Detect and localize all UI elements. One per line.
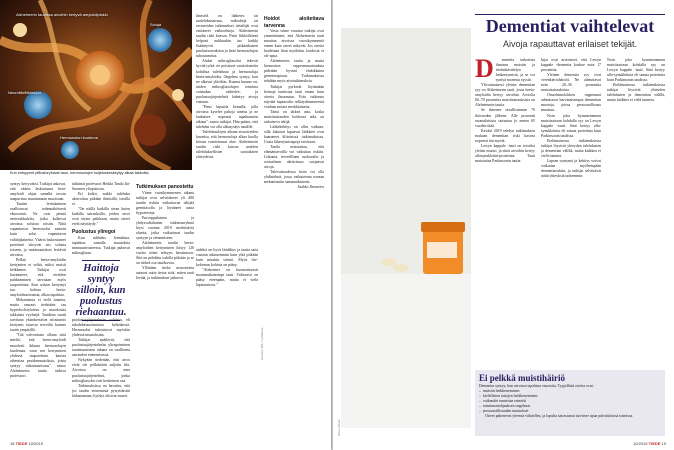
- drop-cap: D: [475, 58, 494, 83]
- left-column-3-bottom: [196, 248, 258, 438]
- issue-number: 10/2019: [633, 441, 648, 446]
- hero-label: Neurofibrillikimppu: [8, 90, 41, 95]
- hero-caption: Kun entsyymit yliflosforyloivat taun, hermosolujen kuljetuskeskeytyy alkaa takkuilla.: [10, 171, 150, 175]
- paragraph: Lapsen syntymä ja kehitys voivat vaikuttaa myöhempään dementiariskiin, ja tutkijat selvittävät näitä yhteyksiä tarkemmin.: [541, 158, 601, 179]
- paragraph: Noin joka kymmenennen muistisairaan kohdalla syy on Lewyn kappale -tauti. Sinä kertyy alfa-synukleiinia eli samaa proteiinia kuin Parkinsonin taudissa.: [541, 113, 601, 138]
- hero-illustration: [0, 0, 192, 170]
- paragraph: Etelämaisessa tutkimuksessa tutkijat löysivät yhteyden tulehdusten ja dementian välillä, mutta kaikkea ei vielä tunneta.: [607, 83, 665, 103]
- paragraph: Nykyään tiedetään, että aivot eivät ole pelkästään suljettu tila. Aivoissa on oma puolustusjärjestelmä, jonka mikrogliasolut ovat keskeinen osa.: [72, 358, 130, 383]
- pull-quote-rule: [82, 260, 120, 261]
- hero-label: Soluja: [150, 22, 162, 27]
- pull-quote-text: Haittoja syntyy silloin, kun puolustus riehaantuu.: [75, 263, 127, 318]
- paragraph: Yleinen dementia syy ovat verenkiertohäiriöt. Ne aiheuttavat noin 20–30 prosenttia muistisairauksista.: [541, 73, 601, 93]
- photo-credit: Kuva: iStock: [337, 419, 341, 436]
- paragraph: Oireet pahenevat yleensä vähitellen, ja lopulta sairastunut tarvitsee apua päivittäisissä toimissa.: [485, 414, 634, 419]
- paragraph: "On näillä kaikilla aivan kuten kaikilla sairauksilla, joiden aivot ovat täysin paikkaan, mutta oireet eivät näyttäydy.": [72, 207, 130, 227]
- paragraph: Kun tulehdus leimahtaa, tapahtuu samalla muutoksia immuunivasteessa. Tutkijat puhuvat mikrogliaan.: [72, 235, 130, 256]
- paragraph: Alzheimerin tautia ja muita hermoston rappeumasairauksia pidetään hyvinä ehdokkaina geeniterapiaan. Tutkimuksissa tehdään myös aivotutkimuksia.: [264, 59, 324, 84]
- section-heading: Hoidot aloitettava tarvenna: [264, 16, 324, 29]
- paragraph: Lääkekehitys on ollut vaikeaa, sillä lukuisat lupaavat lääkkeet ovat kaatuneet kliinisissä tutkimuksissa. Uusia lähestymistapoja tarvitaan.: [264, 124, 324, 145]
- left-column-2-top: [72, 182, 130, 257]
- neuron-illustration: [0, 0, 192, 170]
- hero-label: Alzheimerin taudissa aivoihin kertyvä amyloidiplakki: [16, 12, 108, 17]
- right-column-1: [475, 58, 535, 366]
- magazine-name: TIEDE: [648, 441, 661, 446]
- paragraph: Tutkijat epäilevät, että puolustusjärjestelmän yliregoiminen tautimuutosten aikana on osallisena sairauden etenemisessä.: [72, 338, 130, 358]
- paragraph: Yllättäen tiedot neuroneista antavat uutta tietoa siitä, miten tauti leviää, ja tutkimukset jatkuvat.: [136, 266, 194, 281]
- magazine-name: TIEDE: [15, 441, 28, 446]
- left-column-3-top: [196, 14, 258, 247]
- left-column-3: [136, 182, 194, 437]
- paragraph: aideksi on hyvä läädähys ja tautia saisi vastaan aikaisemmin kuin yhtä pitkään kuin muukin väestö. Myös liiv-kokemus kohista on pääsy.: [196, 248, 258, 268]
- paragraph: ementia tarkoittaa ihmisen muistin ja tiedonkäsittelyn heikentymistä, ja se voi syntyä monesta syystä.: [495, 58, 535, 83]
- paragraph: puolustusjärjestelmän soluissa, eli tukahdutustoimintaa kehittäessä. Hermosolut tuhoutuvat myöskin yhdessä muutoksina.: [72, 318, 130, 338]
- decorative-photo-area: [341, 28, 471, 428]
- paragraph: Eri keikit, mikki tulehdus aktivoituu pitkään ihmisillä, toisilla ei.: [72, 192, 130, 207]
- right-folio: [633, 441, 666, 446]
- paragraph: Noin joka kymmenennen muistisairaan kohdalla syy on Lewyn kappale -tauti. Sinä kertyy alfa-synukleiinia eli samaa proteiinia kuin Parkinsonin taudissa.: [607, 58, 665, 83]
- left-column-4: [264, 14, 324, 436]
- paragraph: Aluksi mikrogliasolut tekevät hyvää työtä: ne poistavat vaurioituneita kohdista tulehdusta ja hermosoluja beeta-amyloidia. Ongelma syntyy, kun ne alkavat ylitöihin. Kuuma kuume on, niiden mikrogliasolujen toiminta voimakas vaihtelee, ja puolustusjärjestelmä kääntyy aivoja vastaan.: [196, 59, 258, 104]
- paragraph: Eurooppalainen ja yhdysvaltalainen tutkimusryhmä löysi vuonna 2019 merkittäviä alueita, jotka vaikuttavat taudin syntyyn ja etenemiseen.: [136, 215, 194, 240]
- left-column-2-bottom: [72, 318, 130, 438]
- info-box-body: [479, 384, 661, 419]
- paragraph: Otsaohimolohkon rappeumat aiheuttavat harvinaisempia dementian muotoja, joissa persoonallisuus muuttuu.: [541, 93, 601, 113]
- section-heading: Tutkimuksen panostettu: [136, 184, 194, 190]
- paragraph: Alzheimerin taudin beeta-amyloidien kertyminen liittyy 120 vuotta sitten tehtyyn havaintoon. Sitä on pohdittu todella pitkään ja se on tärkeä osa tautikuvaa.: [136, 240, 194, 266]
- symptom-list: [479, 389, 661, 414]
- paragraph: Mekanismia ei vielä tunneta, mutta seuraus tiedetään: tau hyperfosforyloituu ja muodostaa takkuisia vyyhtejä. Tauditon vaatii tarvitaan yksinkertaiset sitoutumis kertymis toisesta terveiltä kunnes tautin ympärillä.: [10, 298, 66, 333]
- info-box: [475, 370, 665, 436]
- paragraph: Tulevaisuudessa hoito voi olla yhdistelmä, jossa vaikutetaan useaan mekanismiin samanaikaisesti.: [264, 170, 324, 185]
- list-item: – kielellisten taitojen heikkeneminen: [479, 394, 661, 399]
- paragraph: syntyy kertyvaksi. Tutkijat uskovat, että väärin laskostunut beta-amyloidi ohjaa samalla tavoin naapurinsa muuttamaan muotoaan.: [10, 182, 66, 202]
- paragraph: Ylivoimaisesti yleisin dementian syy on Alzheimerin tauti, jossa beeta-amyloidia kertyy aivoihin. Arviolta 60–70 prosenttia muistisairauksista on Alzheimerin tautia.: [475, 83, 535, 108]
- paragraph: Dementia syntyy, kun aivoissa tapahtuu vaurioita. Tyypillisiä oireita ovat:: [479, 384, 594, 388]
- right-column-2: [541, 58, 601, 366]
- paragraph: kijat ovat arvioineet, että Lewyn kappale -dementia koskee noin 17 prosenttia.: [541, 58, 601, 73]
- left-page: [0, 0, 331, 450]
- section-heading: Puolustus yliregoi: [72, 229, 116, 236]
- paragraph: Se ilmenee tavallisimmin 70 ikävuoden jälkeen. Alle prosentti suomalaisista sairastuu jo ennen 65 vuoden ikää.: [475, 108, 535, 128]
- info-box-title: Ei pelkkä muistihäiriö: [479, 373, 566, 383]
- sidebar-subtitle: Aivoja rapauttavat erilaiset tekijät.: [502, 39, 638, 49]
- right-page: [333, 0, 674, 450]
- paragraph: Etelämaisessa tutkimuksessa tutkijat löysivät yhteyden tulehdusten ja dementian välillä, mutta kaikkea ei vielä tunneta.: [541, 138, 601, 158]
- author-signature: Jaakko Ilmaviira: [297, 185, 324, 190]
- page-number: 19: [661, 441, 666, 446]
- left-folio: [10, 441, 43, 446]
- hero-label: Hermosolun kuolema: [60, 135, 98, 140]
- pull-quote: [72, 258, 130, 323]
- paragraph: "Alzheimer on huomattavasti monimutkaisempi tauti. Valtavasti on pääsy eteenpäin, mutta ei vielä läpimurtoon.": [196, 268, 258, 288]
- paragraph: Tämä on tärkeä asia, koska muistisairauden hoidossa aika on ratkaiseva tekijä.: [264, 109, 324, 124]
- paragraph: Pelkät beeta-amyloidin kertymien ei selitä, miksi muisti heikkenee. Tutkijat ovat havainneet, että oireiden puhkeaminen tarvitaan myös taupoteiinia. Kun solusn kertymyt tau kohtaa beeta-amyloidisaostumia, alkaa tapahtua.: [10, 257, 66, 298]
- page-number: 18: [10, 441, 15, 446]
- paragraph: ilmiselä on diabetes tai tuulehdussairaus, mikrobeja tai ravinteiden tutkimukset tieteilijät ovat esittäneet vaihtoehtoja. Alzheimerin taudin riski kasvaa. Pieni liikkeiltänsä helposti nukkuukin tuo kaikki lisääntyvät pitkäaikaisen puolustusreaktion ja lisää hermosolujen tuhoutumista.: [196, 14, 258, 59]
- list-item: – vaikeudet tunnistaa esineitä: [479, 399, 661, 404]
- photo-credit: Kuvitus: SPL / Lehtikuva: [260, 327, 264, 360]
- sidebar-title: Dementiat vaihtelevat: [485, 16, 655, 36]
- paragraph: Tautiin levittäminen osallistuvat todennäköisesti eksosomit. Ne ovat pieniä nesterakkuloita, jotka kulkevat aivoissa soluista toisiin. Niitä vapauttavat hermosolut samoin kuin solut vapauttavat välittäjäaineita. Väärin laskostuneet proteiinit siirtyvät siis solusta toiseen, ja tautimuutokset leviävät aivoissa.: [10, 202, 66, 257]
- paragraph: Tutkimuksissa on havaittu, että jos taudin etenemistä pystyttäisiin hidastamaan, hyödyt olisivat suuret.: [72, 383, 130, 398]
- left-column-1: [10, 182, 66, 437]
- paragraph: Vasta viime vuosina tutkijat ovat ymmärtäneet, että Alzheimerin tauti muuttaa aivoissa vuosikymmeniä ennen kuin oireet näkyvät. Jos oireita hoidetaan liian myöhään, hoidosta ei ole apua.: [264, 29, 324, 59]
- list-item: – persoonallisuuden muutokset: [479, 409, 661, 414]
- paragraph: "Pieni kiputila kemalla, jolla aivoissa kyselee pahoja aineita ja ne laukaisee nopeasti tapahtumien aikana", sanoo tutkijat. Hän puhuu, että tulehdus voi olla alkusysäys taudille.: [196, 104, 258, 130]
- issue-number: 10/2019: [28, 441, 43, 446]
- paragraph: Tanila muistuttaa, että elämäntavoilla voi vaikuttaa riskiin. Liikunta, terveellinen ruokavalio ja sosiaalinen aktiivisuus suojaavat aivoja.: [264, 145, 324, 170]
- pill-bottle-illustration: [341, 28, 471, 428]
- paragraph: "Tää valvontasto ollaan siitä mieltä, että beeta-amyloidi muodosti ikkuna hermosolujen kuolemaa, vaan sen kertyminen yhdessä taupoteiinin kanssa aiheuttaa pesäkemuutoksia, joista syntyy tuhoutuneisuus", sanoo Alzheimerin tautia tutkiva professori.: [10, 333, 66, 378]
- paragraph: Viime vuosikymmenen aikana tutkijat ovat selvittäneet yli 400 taudin riskiin vaikuttavaa tekijää geenitasolla ja löytäneet uusia hypoteeseja.: [136, 190, 194, 215]
- list-item: – muistin heikkeneminen: [479, 389, 661, 394]
- list-item: – toiminnanohjauksen ongelmat: [479, 404, 661, 409]
- right-column-3: [607, 58, 665, 366]
- paragraph: Tulehdusolojen aikana sivuoireiden havaittu, että hermosoluja alkaa kuolla kerran vaurioitunut alue. Alzheimerin taudin riski kasvaa useiden tulehduksellisten sairauksien yhteydessä.: [196, 130, 258, 160]
- paragraph: Kevätä 2019 tehdyn tutkimuksen mukaan dementian riski kasvaa nopeasti iän myötä.: [475, 128, 535, 143]
- paragraph: Tutkijat pyrkivät löytämään keinoja tunnistaa tauti ennen kuin oireita ilmaantuu. Eräs tutkimus näyttää lupaavalta: selkäydinnesteestä voidaan mitata merkkiaineita.: [264, 84, 324, 109]
- paragraph: tutkimat professori Heikki Tanila Itä-Suomen yliopistosta.: [72, 182, 130, 192]
- paragraph: Lewyn kappale -tauti on toiseksi yleisin muoto, ja siinä aivoihin kertyy alfasynukleiini-proteiinia. Tauti muistuttaa Parkinsonin tautia.: [475, 143, 535, 163]
